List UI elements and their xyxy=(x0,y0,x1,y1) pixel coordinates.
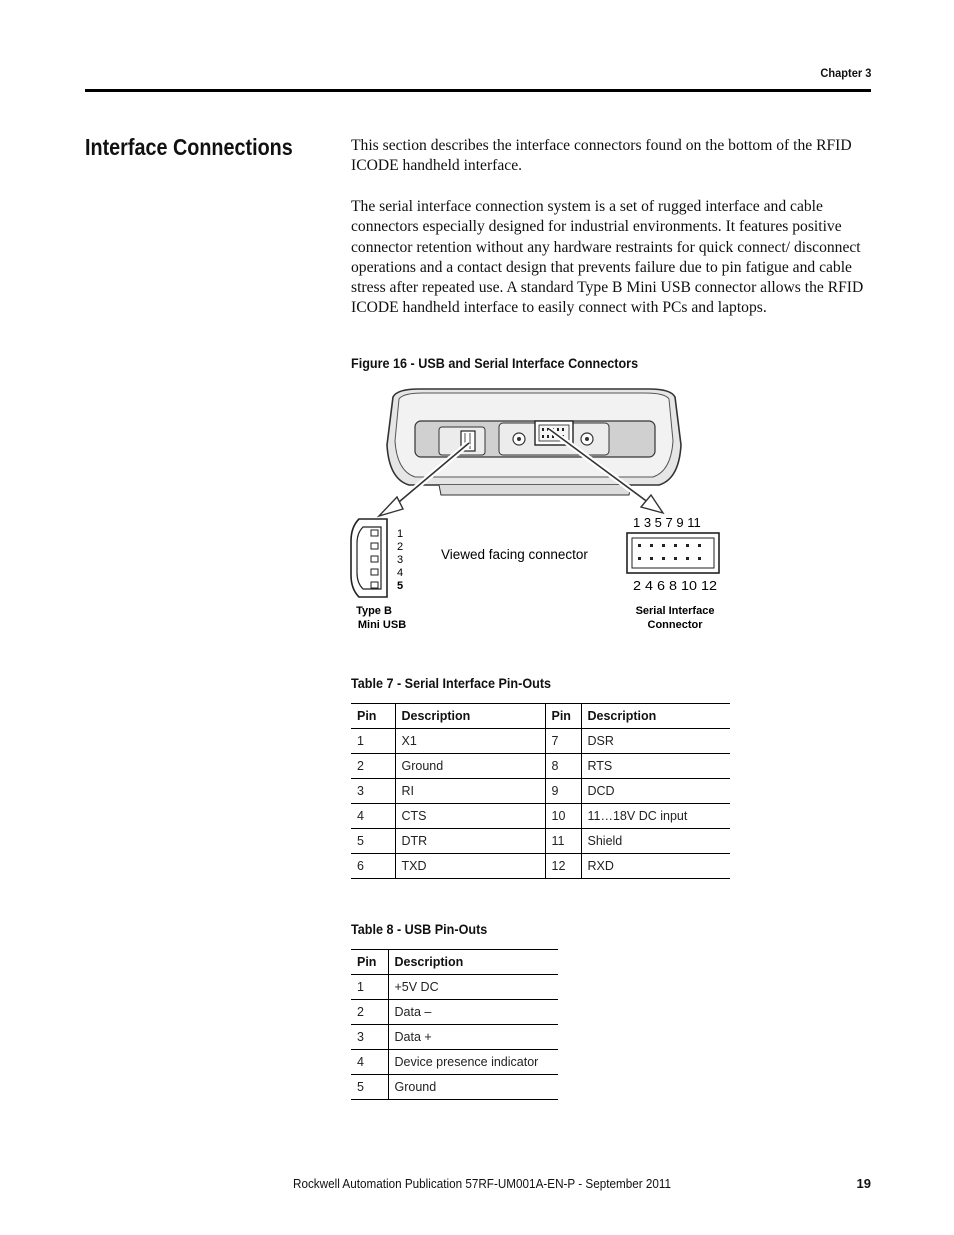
table-cell: Data + xyxy=(388,1025,558,1050)
viewed-facing-label: Viewed facing connector xyxy=(441,547,588,562)
usb-label-line-1: Type B xyxy=(356,605,392,617)
table-row xyxy=(351,729,730,754)
table-cell: DSR xyxy=(581,729,730,754)
column-header: Pin xyxy=(545,704,581,729)
usb-pin-1: 1 xyxy=(397,528,404,540)
usb-pin-5: 5 xyxy=(397,580,404,592)
table-cell: DTR xyxy=(395,829,545,854)
table-cell: 3 xyxy=(357,1030,364,1044)
table-cell: X1 xyxy=(395,729,545,754)
column-header: Pin xyxy=(357,955,377,969)
serial-label-line-2: Connector xyxy=(647,619,703,631)
table-cell: 2 xyxy=(357,759,364,773)
table-cell: 4 xyxy=(357,809,364,823)
handheld-device-illustration xyxy=(387,389,681,495)
column-header: Description xyxy=(581,704,730,729)
table-row xyxy=(351,829,730,854)
column-header: Description xyxy=(395,704,545,729)
table-cell: RI xyxy=(395,779,545,804)
table-cell: Ground xyxy=(395,754,545,779)
table-cell: 11…18V DC input xyxy=(581,804,730,829)
footer-publication: Rockwell Automation Publication 57RF-UM001A-EN-P - September 2011 xyxy=(293,1176,672,1191)
table-cell: 3 xyxy=(357,784,364,798)
serial-pinout-table xyxy=(351,703,730,879)
table-cell: +5V DC xyxy=(388,975,558,1000)
column-header: Description xyxy=(388,950,558,975)
table7-caption: Table 7 - Serial Interface Pin-Outs xyxy=(351,675,552,691)
table-row xyxy=(351,854,730,879)
connector-figure xyxy=(349,385,721,639)
table-cell: 1 xyxy=(357,734,364,748)
usb-label-line-2: Mini USB xyxy=(357,619,407,631)
table-cell: Shield xyxy=(581,829,730,854)
table-cell: 7 xyxy=(545,729,581,754)
table-header-row xyxy=(351,950,558,975)
table-header-row xyxy=(351,704,730,729)
usb-pin-3: 3 xyxy=(397,554,404,566)
page-number: 19 xyxy=(856,1176,871,1191)
table-cell: RTS xyxy=(581,754,730,779)
table-cell: 12 xyxy=(545,854,581,879)
table-row xyxy=(351,754,730,779)
table-row xyxy=(351,1075,558,1100)
serial-bottom-pin-numbers: 2 4 6 8 10 12 xyxy=(633,578,717,593)
table-row xyxy=(351,804,730,829)
table-cell: 5 xyxy=(357,834,364,848)
table-cell: 2 xyxy=(357,1005,364,1019)
serial-top-pin-numbers: 1 3 5 7 9 11 xyxy=(633,515,701,530)
usb-pin-2: 2 xyxy=(397,541,404,553)
table-cell: Ground xyxy=(388,1075,558,1100)
table-cell: 11 xyxy=(545,829,581,854)
usb-pinout-table xyxy=(351,949,558,1100)
table-row xyxy=(351,1000,558,1025)
table-cell: 4 xyxy=(357,1055,364,1069)
column-header: Pin xyxy=(357,709,377,723)
serial-connector-diagram xyxy=(627,533,719,573)
table-cell: RXD xyxy=(581,854,730,879)
header-rule xyxy=(85,89,871,92)
table-cell: 6 xyxy=(357,859,364,873)
table8-caption: Table 8 - USB Pin-Outs xyxy=(351,921,488,937)
chapter-label: Chapter 3 xyxy=(820,66,871,80)
intro-paragraph: This section describes the interface connectors found on the bottom of the RFID ICODE handheld interface. xyxy=(351,137,852,175)
section-title: Interface Connections xyxy=(85,134,293,160)
table-cell: 10 xyxy=(545,804,581,829)
table-cell: DCD xyxy=(581,779,730,804)
table-cell: CTS xyxy=(395,804,545,829)
table-cell: Device presence indicator xyxy=(388,1050,558,1075)
table-row xyxy=(351,975,558,1000)
usb-connector-diagram xyxy=(351,519,387,597)
table-cell: 1 xyxy=(357,980,364,994)
table-cell: 5 xyxy=(357,1080,364,1094)
table-cell: Data – xyxy=(388,1000,558,1025)
figure-caption: Figure 16 - USB and Serial Interface Connectors xyxy=(351,355,639,371)
usb-pin-4: 4 xyxy=(397,567,404,579)
table-row xyxy=(351,1025,558,1050)
table-row xyxy=(351,1050,558,1075)
table-cell: 9 xyxy=(545,779,581,804)
table-row xyxy=(351,779,730,804)
table-cell: 8 xyxy=(545,754,581,779)
serial-label-line-1: Serial Interface xyxy=(635,605,715,617)
table-cell: TXD xyxy=(395,854,545,879)
description-paragraph: The serial interface connection system is a set of rugged interface and cable connectors especially designed for industrial environments. It features positive connector retention without any hardware restraints for quick connect/ disconnect operations and a contact design that prevents failure due to pin fatigue and cable stress after repeated use. A standard Type B Mini USB connector allows the RFID ICODE handheld interface to easily connect with PCs and laptops. xyxy=(351,198,864,317)
